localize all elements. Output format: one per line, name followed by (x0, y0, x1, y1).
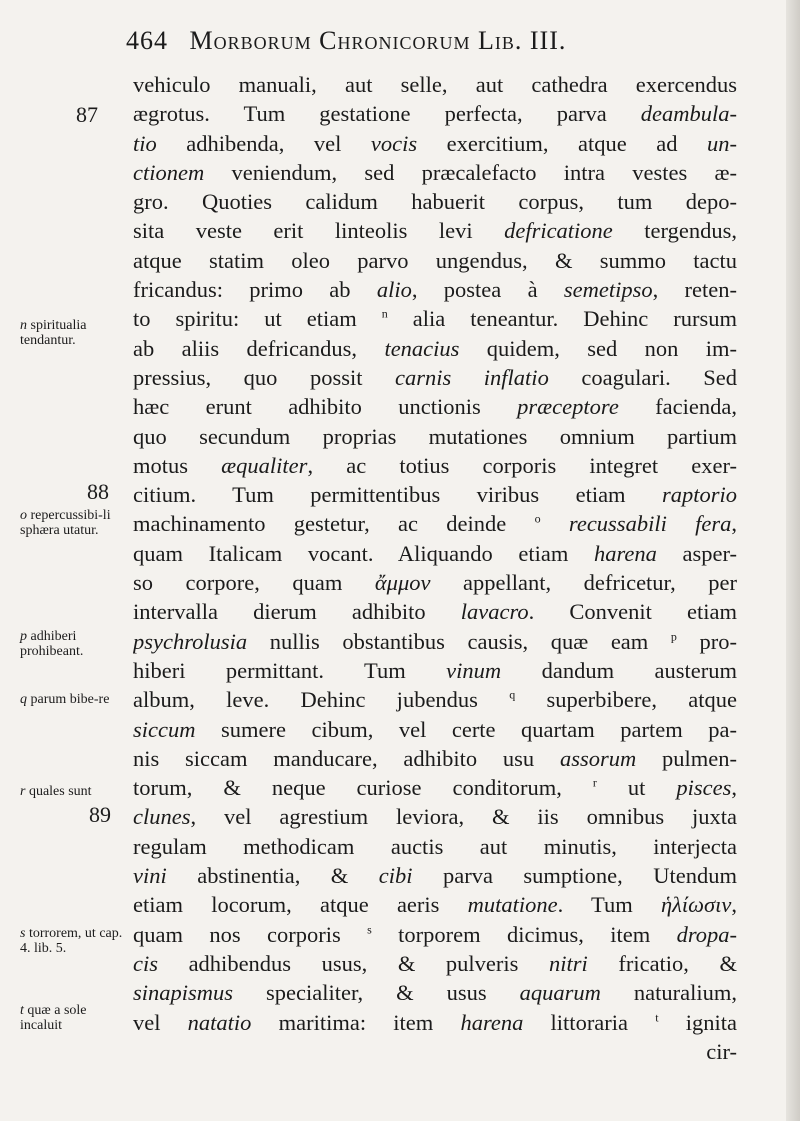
text-line: citium. Tum permittentibus viribus etiam raptorio (133, 482, 737, 508)
margin-note-s (20, 926, 124, 956)
note-mark: p (20, 629, 27, 644)
text-line: hiberi permittant. Tum vinum dandum austerum (133, 657, 737, 683)
text-line: machinamento gestetur, ac deinde $^o$ recussabili fera, (133, 511, 737, 537)
section-number: 89 (89, 802, 111, 827)
text-line: tio adhibenda, vel vocis exercitium, atque ad un- (133, 130, 737, 156)
text-line: quam Italicam vocant. Aliquando etiam harena asper- (133, 540, 737, 566)
text-line: psychrolusia nullis obstantibus causis, quæ eam $^p$ pro- (133, 628, 737, 654)
text-line: hæc erunt adhibito unctionis præceptore facienda, (133, 394, 737, 420)
text-line: sinapismus specialiter, & usus aquarum naturalium, (133, 980, 737, 1006)
margin-note-o (20, 508, 128, 538)
note-mark: t (20, 1003, 24, 1018)
text-line: to spiritu: ut etiam $^n$ alia teneantur. Dehinc rursum (133, 306, 737, 332)
text-line: etiam locorum, atque aeris mutatione. Tum ἡλίωσιν, (133, 892, 737, 918)
note-text: torrorem, ut cap. 4. lib. 5. (20, 926, 123, 956)
text-line: ægrotus. Tum gestatione perfecta, parva deambula- (133, 101, 737, 127)
text-line: atque statim oleo parvo ungendus, & summo tactu (133, 247, 737, 273)
margin-note-q (20, 692, 128, 707)
margin-note-t (20, 1003, 124, 1033)
text-line: cir- (706, 1038, 737, 1064)
text-line: regulam methodicam auctis aut minutis, interjecta (133, 833, 737, 859)
page-number: 464 (126, 26, 168, 55)
text-line: motus æqualiter, ac totius corporis integret exer- (133, 452, 737, 478)
text-line: ab aliis defricandus, tenacius quidem, sed non im- (133, 335, 737, 361)
note-text: quæ a sole incaluit (20, 1003, 87, 1033)
note-text: spiritualia tendantur. (20, 318, 87, 348)
note-text: repercussibi-li sphæra utatur. (20, 508, 111, 538)
running-title: Morborum Chronicorum Lib. III. (189, 26, 567, 55)
text-line: intervalla dierum adhibito lavacro. Convenit etiam (133, 599, 737, 625)
margin-note-n (20, 318, 120, 348)
text-line: gro. Quoties calidum habuerit corpus, tum depo- (133, 189, 737, 215)
text-line: vini abstinentia, & cibi parva sumptione, Utendum (133, 863, 737, 889)
text-line: vehiculo manuali, aut selle, aut cathedra exercendus (133, 72, 737, 97)
note-mark: r (20, 784, 26, 799)
page-edge-shadow (786, 0, 800, 1121)
margin-note-r (20, 784, 128, 799)
text-line: quam nos corporis $^s$ torporem dicimus, item dropa- (133, 921, 737, 947)
text-line: torum, & neque curiose conditorum, $^r$ ut pisces, (133, 775, 737, 801)
text-line: vel natatio maritima: item harena littoraria $^t$ ignita (133, 1009, 737, 1035)
text-line: nis siccam manducare, adhibito usu assorum pulmen- (133, 745, 737, 771)
text-line: cis adhibendus usus, & pulveris nitri fricatio, & (133, 950, 737, 976)
text-line: ctionem veniendum, sed præcalefacto intra vestes æ- (133, 159, 737, 185)
note-text: quales sunt (28, 784, 92, 799)
running-header (126, 26, 746, 56)
section-number: 87 (76, 102, 98, 127)
note-mark: o (20, 508, 27, 523)
text-line: fricandus: primo ab alio, postea à semetipso, reten- (133, 277, 737, 303)
note-text: adhiberi prohibeant. (20, 629, 84, 659)
section-number: 88 (87, 479, 109, 504)
text-line: so corpore, quam ἄμμον appellant, defricetur, per (133, 570, 737, 596)
text-line: siccum sumere cibum, vel certe quartam partem pa- (133, 716, 737, 742)
note-text: parum bibe-re (30, 692, 110, 707)
text-line: clunes, vel agrestium leviora, & iis omnibus juxta (133, 804, 737, 830)
text-line: sita veste erit linteolis levi defricatione tergendus, (133, 218, 737, 244)
note-mark: s (20, 926, 26, 941)
text-line: pressius, quo possit carnis inflatio coagulari. Sed (133, 364, 737, 390)
note-mark: n (20, 318, 27, 333)
margin-note-p (20, 629, 128, 659)
text-line: album, leve. Dehinc jubendus $^q$ superbibere, atque (133, 687, 737, 713)
text-line: quo secundum proprias mutationes omnium partium (133, 423, 737, 449)
note-mark: q (20, 692, 27, 707)
body-text (133, 70, 737, 1066)
